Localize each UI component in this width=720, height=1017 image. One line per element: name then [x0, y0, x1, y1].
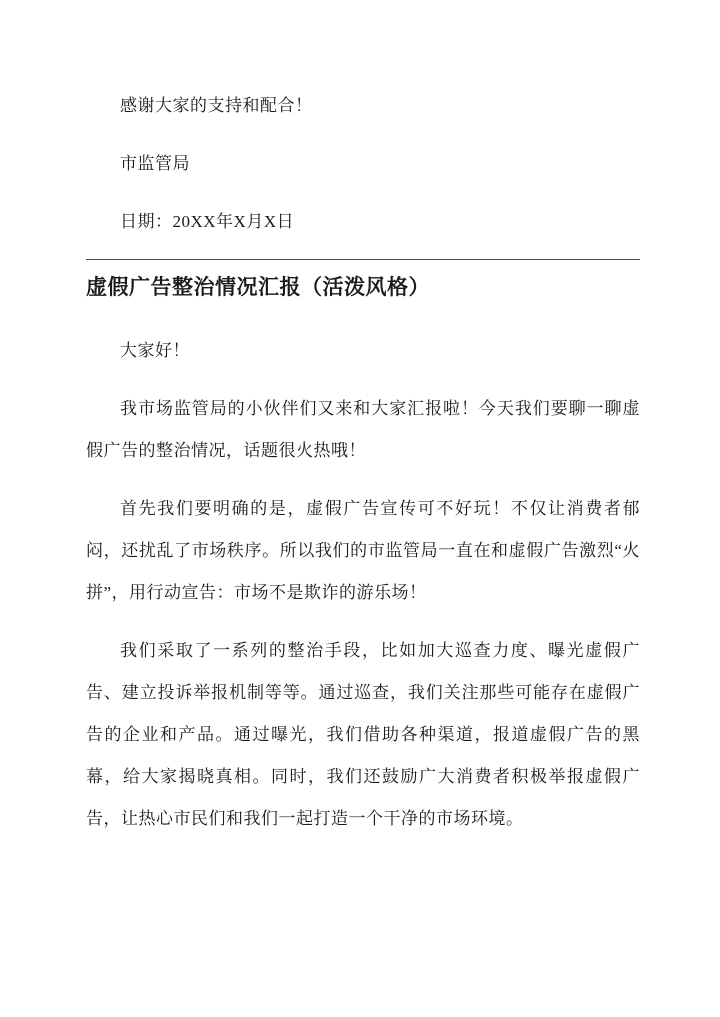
- section-body: [86, 330, 640, 840]
- closing-signature-line: 市监管局: [120, 154, 190, 173]
- closing-date-line: 日期：20XX年X月X日: [120, 212, 295, 231]
- paragraph-intro: 我市场监管局的小伙伴们又来和大家汇报啦！今天我们要聊一聊虚假广告的整治情况，话题很火热哦！: [86, 399, 640, 460]
- section-divider: [86, 259, 640, 260]
- previous-section-closing: [86, 85, 640, 243]
- paragraph-measures: 我们采取了一系列的整治手段，比如加大巡查力度、曝光虚假广告、建立投诉举报机制等等。通过巡查，我们关注那些可能存在虚假广告的企业和产品。通过曝光，我们借助各种渠道，报道虚假广告的黑幕，给大家揭晓真相。同时，我们还鼓励广大消费者积极举报虚假广告，让热心市民们和我们一起打造一个干净的市场环境。: [86, 641, 640, 828]
- paragraph-problem: 首先我们要明确的是，虚假广告宣传可不好玩！不仅让消费者郁闷，还扰乱了市场秩序。所以我们的市监管局一直在和虚假广告激烈“火拼”，用行动宣告：市场不是欺诈的游乐场！: [86, 499, 640, 602]
- section-title: 虚假广告整治情况汇报（活泼风格）: [86, 275, 430, 299]
- paragraph-greeting: 大家好！: [120, 341, 190, 360]
- closing-thanks-line: 感谢大家的支持和配合！: [120, 96, 313, 115]
